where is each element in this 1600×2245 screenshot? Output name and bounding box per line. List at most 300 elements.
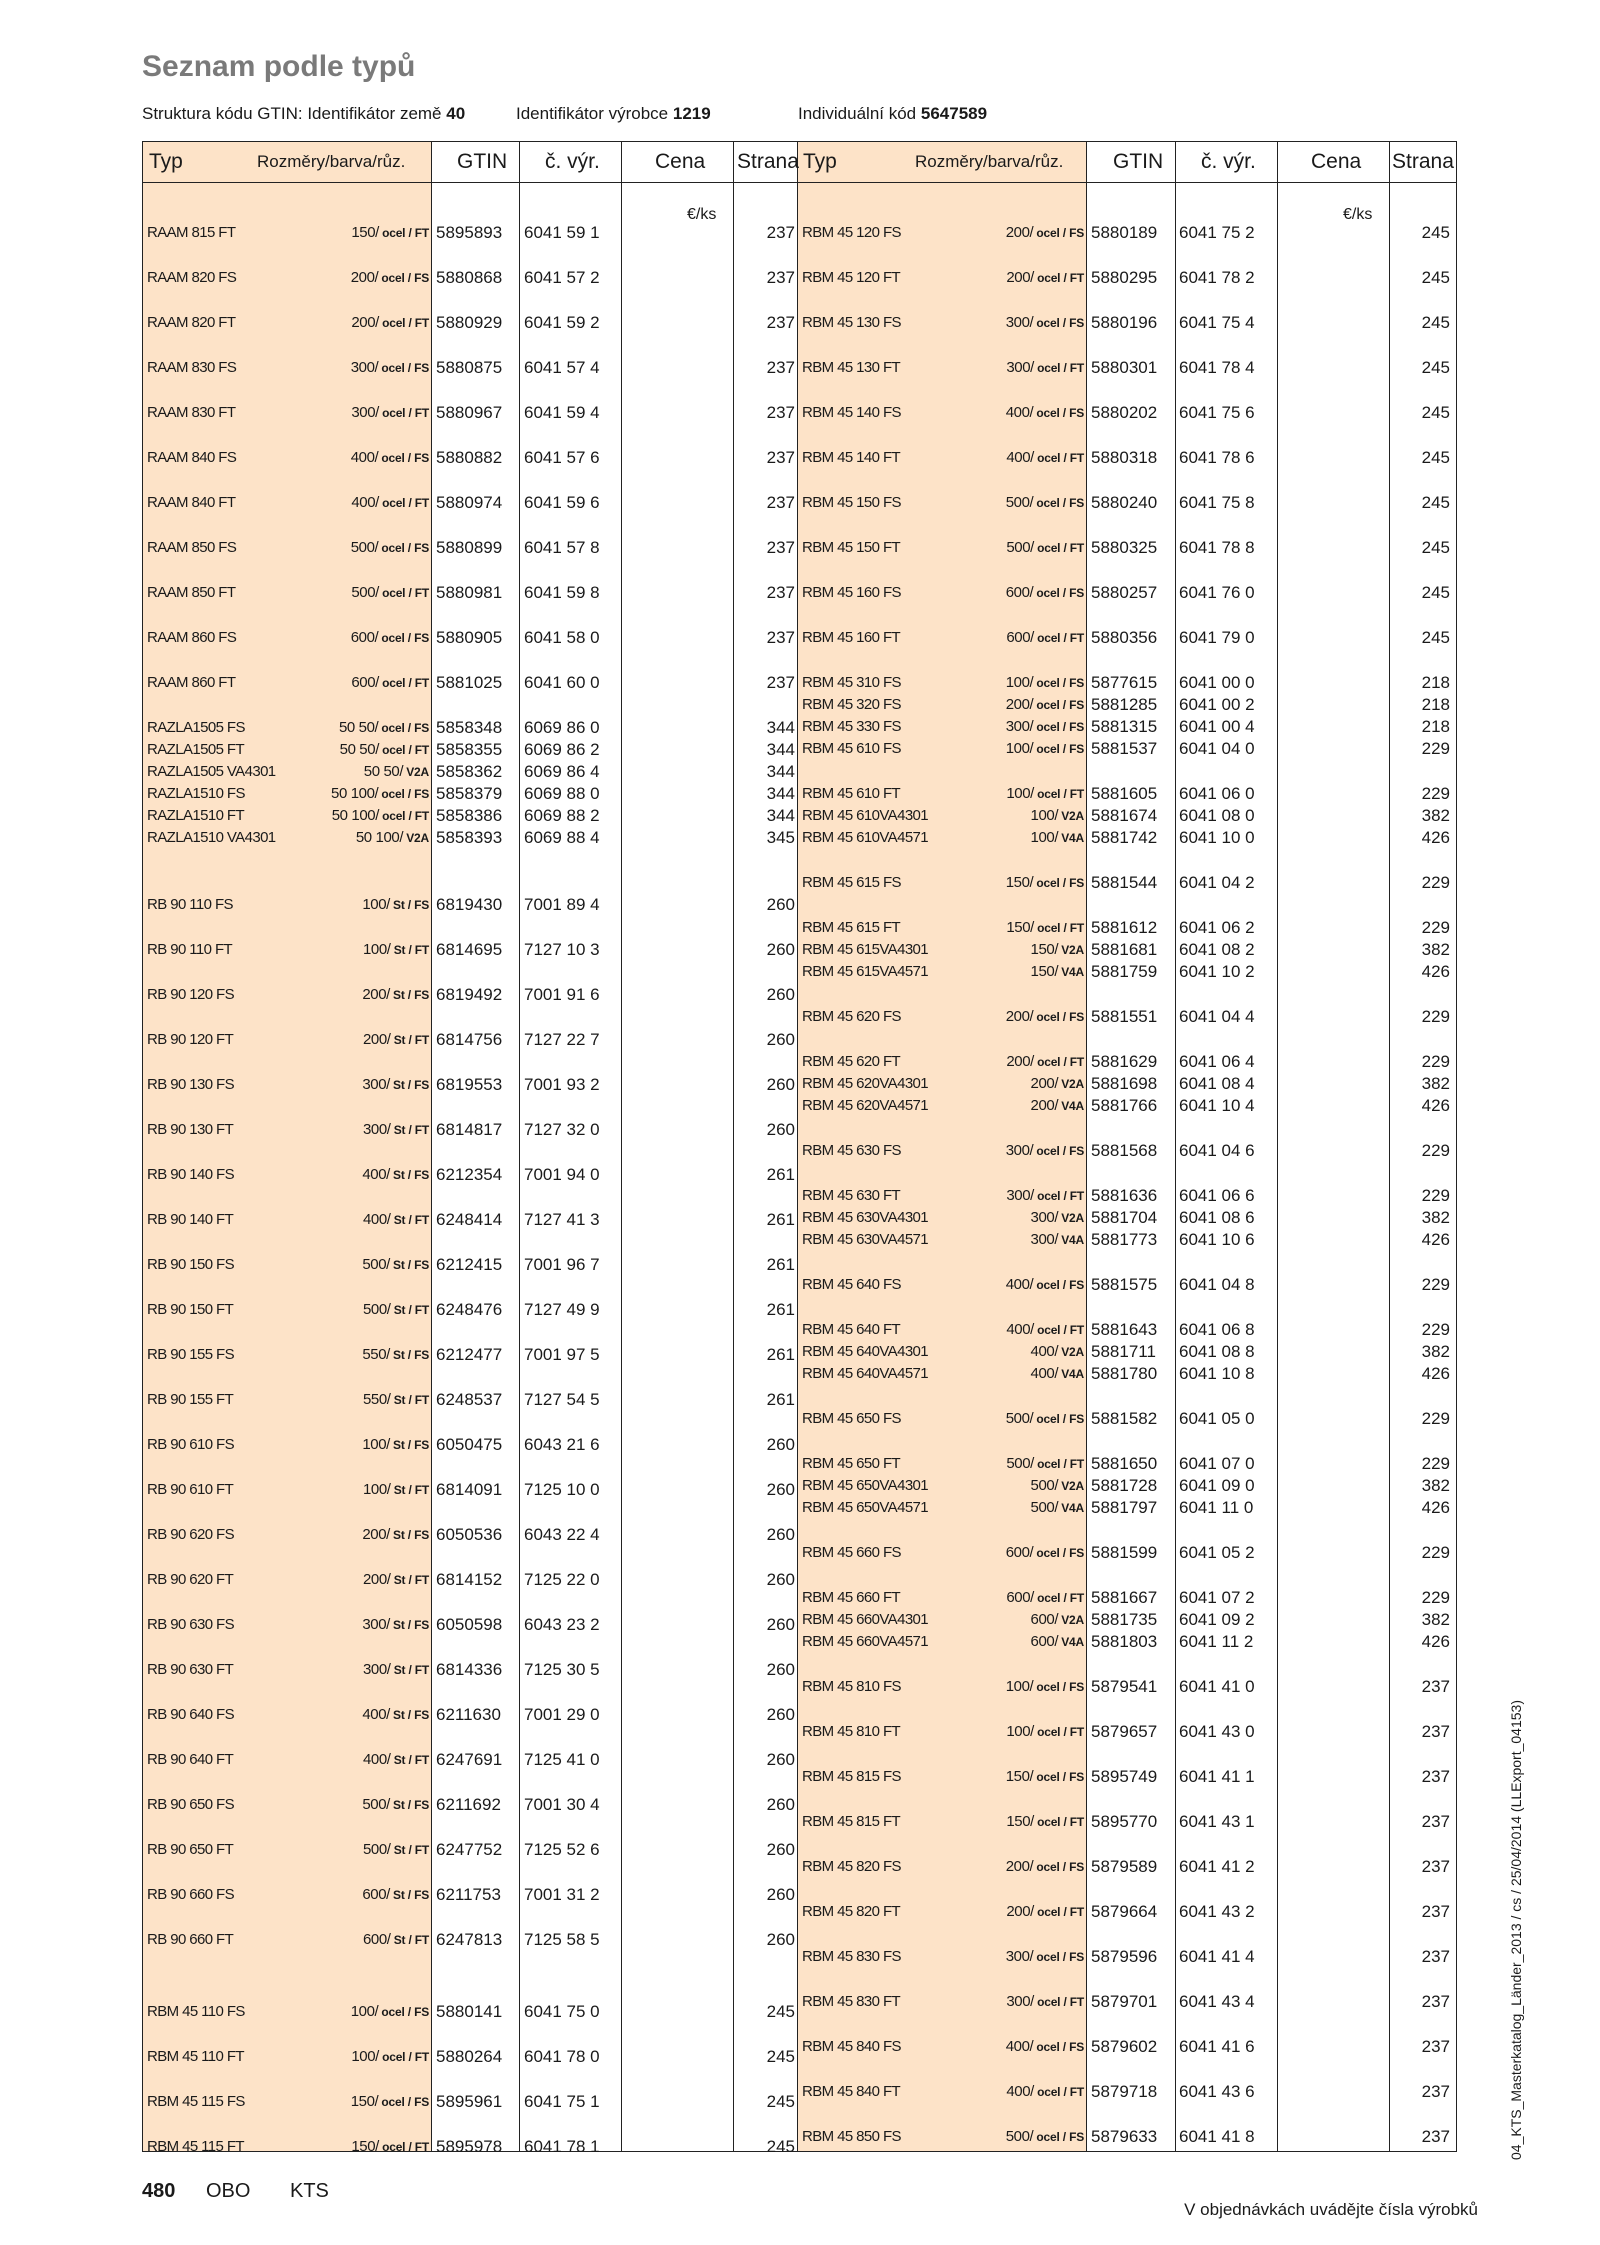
cell-typ: RBM 45 320 FS — [802, 696, 901, 713]
cell-typ: RBM 45 630 FS — [802, 1142, 901, 1159]
cell-gtin: 6819553 — [436, 1075, 503, 1094]
cell-material: ocel — [1033, 451, 1061, 465]
cell-material: ocel — [1033, 2130, 1060, 2144]
cell-cvyr: 7125 58 5 — [524, 1930, 600, 1949]
cell-material: ocel — [1033, 1412, 1060, 1426]
cell-typ: RAAM 860 FS — [147, 629, 237, 646]
cell-cvyr: 6041 00 0 — [1179, 673, 1255, 692]
dim-separator: / — [404, 361, 415, 375]
cell-cvyr: 7001 29 0 — [524, 1705, 600, 1724]
dim-separator: / — [1060, 1457, 1070, 1471]
cell-typ: RBM 45 310 FS — [802, 674, 901, 691]
cell-gtin: 5880882 — [436, 448, 503, 467]
cell-finish: FT — [1069, 1995, 1084, 2009]
cell-finish: FT — [1069, 271, 1084, 285]
cell-cvyr: 7127 41 3 — [524, 1210, 600, 1229]
cell-typ: RBM 45 610 FS — [802, 740, 901, 757]
table-row — [143, 312, 1456, 334]
cell-finish: FS — [1069, 1412, 1084, 1426]
manufacturer-code: 1219 — [672, 104, 711, 123]
cell-gtin: 6248414 — [436, 1210, 503, 1229]
dim-separator: / — [404, 1078, 415, 1092]
cell-cvyr: 7001 96 7 — [524, 1255, 600, 1274]
cell-typ: RBM 45 610 FT — [802, 785, 901, 802]
cell-finish: FS — [1069, 676, 1084, 690]
cell-material: ocel — [1033, 496, 1060, 510]
cell-dim: 600/ — [1006, 629, 1034, 646]
cell-typ: RB 90 660 FS — [147, 1886, 235, 1903]
cell-gtin: 5881698 — [1091, 1074, 1158, 1093]
cell-gtin: 6814695 — [436, 940, 503, 959]
cell-finish: FT — [1069, 2085, 1084, 2099]
cell-gtin: 5880257 — [1091, 583, 1158, 602]
cell-material: St — [390, 943, 406, 957]
cell-cvyr: 7127 49 9 — [524, 1300, 600, 1319]
cell-dims — [239, 1299, 429, 1321]
table-row — [143, 222, 1456, 244]
cell-str: 344 — [766, 806, 795, 825]
cell-dim: 500/ — [1005, 2128, 1034, 2145]
cell-material: V2A — [1058, 1613, 1084, 1627]
cell-str: 245 — [1421, 268, 1450, 287]
cell-material: ocel — [378, 406, 406, 420]
cell-material: St — [390, 1753, 406, 1767]
cell-dim: 300/ — [362, 1616, 390, 1633]
cell-gtin: 5880264 — [436, 2047, 503, 2066]
cell-material: ocel — [1033, 742, 1060, 756]
table-row — [143, 267, 1456, 289]
dim-separator: / — [404, 1168, 415, 1182]
dim-separator: / — [405, 496, 415, 510]
cell-dims — [894, 1609, 1084, 1631]
cell-gtin: 5879718 — [1091, 2082, 1158, 2101]
cell-gtin: 5881599 — [1091, 1543, 1158, 1562]
cell-dim: 150/ — [1006, 919, 1034, 936]
cell-material: St — [389, 1438, 405, 1452]
dim-separator: / — [404, 1618, 415, 1632]
cell-str: 237 — [766, 358, 795, 377]
cell-str: 260 — [766, 1705, 795, 1724]
cell-typ: RB 90 130 FT — [147, 1121, 234, 1138]
cell-gtin: 5879541 — [1091, 1677, 1158, 1696]
dim-separator: / — [405, 943, 415, 957]
cell-typ: RAAM 850 FT — [147, 584, 236, 601]
cell-cvyr: 7001 31 2 — [524, 1885, 600, 1904]
cell-dims — [894, 1006, 1084, 1028]
cell-gtin: 6814817 — [436, 1120, 503, 1139]
dim-separator: / — [404, 1438, 415, 1452]
dim-separator: / — [405, 1213, 415, 1227]
dim-separator: / — [405, 1933, 415, 1947]
table-row — [143, 1164, 1456, 1186]
cell-material: ocel — [1033, 361, 1061, 375]
cell-finish: FT — [414, 406, 429, 420]
dim-separator: / — [1059, 1546, 1070, 1560]
cell-dim: 500/ — [1005, 1410, 1034, 1427]
dim-separator: / — [405, 743, 415, 757]
cell-typ: RAZLA1510 FT — [147, 807, 245, 824]
cell-typ: RAAM 830 FS — [147, 359, 237, 376]
table-row — [143, 694, 1456, 716]
table-row — [143, 1453, 1456, 1475]
cell-str: 237 — [766, 538, 795, 557]
cell-dim: 600/ — [362, 1931, 391, 1948]
cell-cvyr: 6069 88 0 — [524, 784, 600, 803]
cell-dim: 300/ — [350, 359, 379, 376]
cell-dim: 400/ — [1006, 449, 1034, 466]
cell-gtin: 5877615 — [1091, 673, 1158, 692]
dim-separator: / — [405, 1303, 415, 1317]
cell-typ: RBM 45 115 FS — [147, 2093, 245, 2110]
dim-separator: / — [1060, 1815, 1070, 1829]
cell-dim: 100/ — [362, 941, 391, 958]
cell-typ: RAAM 850 FS — [147, 539, 237, 556]
cell-typ: RBM 45 110 FT — [147, 2048, 244, 2065]
cell-gtin: 5881704 — [1091, 1208, 1158, 1227]
header-cvyr-right: č. výr. — [1201, 150, 1256, 173]
cell-typ: RBM 45 615VA4571 — [802, 963, 929, 980]
cell-gtin: 5881650 — [1091, 1454, 1158, 1473]
cell-finish: FS — [1069, 316, 1084, 330]
cell-str: 426 — [1421, 1096, 1450, 1115]
cell-typ: RBM 45 640 FS — [802, 1276, 901, 1293]
cell-gtin: 5881773 — [1091, 1230, 1158, 1249]
cell-dim: 300/ — [1030, 1209, 1059, 1226]
cell-material: V4A — [1058, 1233, 1084, 1247]
cell-material: ocel — [378, 361, 405, 375]
cell-material: St — [390, 1663, 406, 1677]
cell-cvyr: 6069 86 2 — [524, 740, 600, 759]
cell-typ: RBM 45 650VA4571 — [802, 1499, 929, 1516]
cell-typ: RAAM 840 FT — [147, 494, 236, 511]
cell-material: ocel — [378, 586, 406, 600]
cell-dims — [894, 1095, 1084, 1117]
cell-cvyr: 6041 06 2 — [1179, 918, 1255, 937]
cell-dim: 100/ — [1006, 785, 1034, 802]
cell-material: ocel — [1033, 1546, 1060, 1560]
cell-str: 237 — [766, 448, 795, 467]
cell-material: ocel — [378, 316, 406, 330]
cell-str: 245 — [766, 2047, 795, 2066]
cell-typ: RB 90 120 FT — [147, 1031, 234, 1048]
cell-material: St — [390, 1573, 406, 1587]
cell-dim: 300/ — [351, 404, 379, 421]
cell-gtin: 5895749 — [1091, 1767, 1158, 1786]
cell-gtin: 6211630 — [436, 1705, 501, 1724]
cell-str: 260 — [766, 1795, 795, 1814]
cell-finish: FS — [1069, 586, 1084, 600]
cell-dim: 600/ — [1005, 584, 1034, 601]
table-row — [143, 1299, 1456, 1321]
cell-dims — [894, 805, 1084, 827]
cell-gtin: 5879657 — [1091, 1722, 1158, 1741]
cell-dims — [894, 582, 1084, 604]
cell-dim: 600/ — [362, 1886, 390, 1903]
cell-typ: RAZLA1510 FS — [147, 785, 245, 802]
cell-cvyr: 6041 08 2 — [1179, 940, 1255, 959]
cell-dim: 200/ — [362, 986, 390, 1003]
cell-finish: FT — [414, 1033, 429, 1047]
table-row — [143, 627, 1456, 649]
dim-separator: / — [1060, 541, 1070, 555]
cell-gtin: 5879664 — [1091, 1902, 1158, 1921]
cell-typ: RBM 45 615VA4301 — [802, 941, 929, 958]
cell-finish: FS — [1069, 876, 1084, 890]
cell-cvyr: 6041 41 1 — [1179, 1767, 1255, 1786]
cell-typ: RAZLA1505 FT — [147, 741, 245, 758]
cell-material: ocel — [378, 676, 406, 690]
cell-cvyr: 6069 88 4 — [524, 828, 600, 847]
cell-cvyr: 6041 06 8 — [1179, 1320, 1255, 1339]
cell-typ: RAZLA1505 VA4301 — [147, 763, 276, 780]
cell-cvyr: 6041 43 2 — [1179, 1902, 1255, 1921]
cell-str: 237 — [1421, 1947, 1450, 1966]
cell-str: 237 — [766, 268, 795, 287]
dim-separator: / — [1059, 226, 1070, 240]
cell-material: ocel — [378, 2095, 405, 2109]
dim-separator: / — [405, 2050, 415, 2064]
currency-left: €/ks — [687, 206, 717, 223]
cell-dims — [894, 1587, 1084, 1609]
cell-finish: FT — [414, 496, 429, 510]
cell-dim: 50 100/ — [331, 807, 379, 824]
brand-name: OBO — [206, 2180, 251, 2202]
cell-str: 245 — [1421, 358, 1450, 377]
cell-typ: RBM 45 650VA4301 — [802, 1477, 929, 1494]
cell-str: 237 — [1421, 2127, 1450, 2146]
header-dims-right: Rozměry/barva/růz. — [915, 152, 1064, 171]
cell-cvyr: 6041 10 2 — [1179, 962, 1255, 981]
cell-dims — [894, 222, 1084, 244]
cell-cvyr: 6041 04 0 — [1179, 739, 1255, 758]
cell-str: 245 — [766, 2002, 795, 2021]
cell-str: 245 — [1421, 493, 1450, 512]
cell-str: 245 — [1421, 403, 1450, 422]
table-row — [143, 492, 1456, 514]
cell-finish: FS — [414, 361, 429, 375]
cell-cvyr: 6041 75 4 — [1179, 313, 1255, 332]
cell-material: ocel — [1033, 1680, 1060, 1694]
cell-typ: RBM 45 620VA4571 — [802, 1097, 929, 1114]
table-row — [143, 1029, 1456, 1051]
cell-typ: RAAM 820 FT — [147, 314, 236, 331]
cell-dim: 300/ — [1030, 1231, 1059, 1248]
cell-str: 260 — [766, 1120, 795, 1139]
cell-dims — [239, 1164, 429, 1186]
cell-str: 237 — [766, 493, 795, 512]
cell-cvyr: 6041 10 4 — [1179, 1096, 1255, 1115]
cell-typ: RBM 45 830 FS — [802, 1948, 901, 1965]
cell-material: ocel — [1033, 2040, 1060, 2054]
cell-str: 260 — [766, 895, 795, 914]
dim-separator: / — [404, 2005, 415, 2019]
cell-material: St — [389, 1528, 405, 1542]
cell-dims — [894, 1676, 1084, 1698]
cell-finish: FS — [1069, 1860, 1084, 1874]
cell-material: ocel — [1033, 1189, 1061, 1203]
cell-dim: 300/ — [1006, 1993, 1034, 2010]
cell-dim: 300/ — [1005, 314, 1034, 331]
cell-cvyr: 6041 08 8 — [1179, 1342, 1255, 1361]
dim-separator: / — [1059, 1144, 1070, 1158]
cell-typ: RAAM 830 FT — [147, 404, 236, 421]
cell-str: 260 — [766, 940, 795, 959]
cell-dims — [894, 716, 1084, 738]
cell-finish: FS — [1069, 406, 1084, 420]
cell-cvyr: 6041 05 2 — [1179, 1543, 1255, 1562]
cell-finish: FT — [414, 316, 429, 330]
cell-dim: 400/ — [362, 1751, 391, 1768]
cell-typ: RBM 45 615 FS — [802, 874, 901, 891]
manufacturer-info — [516, 104, 711, 124]
cell-typ: RBM 45 820 FS — [802, 1858, 901, 1875]
cell-str: 426 — [1421, 828, 1450, 847]
cell-finish: FT — [414, 1753, 429, 1767]
dim-separator: / — [405, 1123, 415, 1137]
cell-str: 261 — [766, 1390, 795, 1409]
cell-cvyr: 7125 10 0 — [524, 1480, 600, 1499]
cell-gtin: 5881285 — [1091, 695, 1158, 714]
cell-cvyr: 6041 11 2 — [1179, 1632, 1254, 1651]
cell-dim: 200/ — [1005, 1858, 1034, 1875]
cell-finish: FT — [414, 1843, 429, 1857]
cell-gtin: 6050598 — [436, 1615, 503, 1634]
cell-cvyr: 6041 08 6 — [1179, 1208, 1255, 1227]
cell-finish: FS — [414, 1348, 429, 1362]
cell-gtin: 5879633 — [1091, 2127, 1158, 2146]
dim-separator: / — [1059, 586, 1070, 600]
cell-cvyr: 7127 32 0 — [524, 1120, 600, 1139]
dim-separator: / — [405, 316, 415, 330]
cell-cvyr: 7001 93 2 — [524, 1075, 600, 1094]
dim-separator: / — [1059, 2040, 1070, 2054]
cell-typ: RBM 45 640VA4301 — [802, 1343, 929, 1360]
cell-cvyr: 6043 22 4 — [524, 1525, 600, 1544]
cell-material: St — [390, 1393, 406, 1407]
cell-finish: FT — [414, 226, 429, 240]
dim-separator: / — [404, 721, 415, 735]
cell-material: ocel — [1033, 876, 1060, 890]
cell-dim: 200/ — [1005, 224, 1034, 241]
cell-typ: RBM 45 130 FT — [802, 359, 901, 376]
cell-typ: RBM 45 110 FS — [147, 2003, 245, 2020]
cell-str: 260 — [766, 1885, 795, 1904]
cell-cvyr: 6043 21 6 — [524, 1435, 600, 1454]
cell-material: V2A — [1058, 1479, 1084, 1493]
dim-separator: / — [405, 1753, 415, 1767]
cell-cvyr: 6041 59 2 — [524, 313, 600, 332]
table-row — [143, 961, 1456, 983]
table-row — [143, 827, 1456, 849]
header-cena-right: Cena — [1311, 150, 1362, 173]
cell-typ: RBM 45 810 FT — [802, 1723, 901, 1740]
cell-str: 229 — [1421, 1409, 1450, 1428]
cell-dim: 300/ — [1005, 1142, 1034, 1159]
cell-dims — [894, 1811, 1084, 1833]
cell-typ: RB 90 155 FS — [147, 1346, 235, 1363]
cell-typ: RB 90 110 FT — [147, 941, 233, 958]
cell-str: 237 — [1421, 1992, 1450, 2011]
cell-cvyr: 6041 07 2 — [1179, 1588, 1255, 1607]
table-row — [143, 1006, 1456, 1028]
cell-typ: RBM 45 850 FS — [802, 2128, 901, 2145]
cell-typ: RBM 45 610VA4571 — [802, 829, 929, 846]
cell-material: ocel — [1033, 1815, 1061, 1829]
cell-dims — [894, 1766, 1084, 1788]
table-row — [143, 357, 1456, 379]
cell-typ: RBM 45 130 FS — [802, 314, 901, 331]
cell-str: 260 — [766, 1840, 795, 1859]
cell-str: 344 — [766, 784, 795, 803]
cell-dim: 400/ — [1030, 1365, 1059, 1382]
cell-gtin: 5881544 — [1091, 873, 1158, 892]
table-row — [143, 1319, 1456, 1341]
cell-typ: RBM 45 150 FT — [802, 539, 901, 556]
cell-typ: RBM 45 120 FS — [802, 224, 901, 241]
cell-finish: FT — [414, 1483, 429, 1497]
cell-dim: 100/ — [1006, 1723, 1034, 1740]
cell-dim: 400/ — [362, 1211, 391, 1228]
table-row — [143, 2081, 1456, 2103]
cell-finish: FS — [414, 1078, 429, 1092]
cell-material: ocel — [378, 451, 405, 465]
cell-str: 426 — [1421, 1632, 1450, 1651]
cell-typ: RBM 45 820 FT — [802, 1903, 901, 1920]
cell-finish: FT — [414, 1123, 429, 1137]
cell-dims — [894, 1542, 1084, 1564]
cell-material: ocel — [1033, 1725, 1061, 1739]
cell-material: St — [389, 988, 405, 1002]
cell-str: 261 — [766, 1300, 795, 1319]
cell-str: 237 — [1421, 1722, 1450, 1741]
cell-dim: 500/ — [1006, 1455, 1034, 1472]
dim-separator: / — [404, 1798, 415, 1812]
cell-str: 218 — [1421, 695, 1450, 714]
cell-dim: 100/ — [1030, 829, 1059, 846]
cell-finish: FT — [1069, 1591, 1084, 1605]
cell-finish: FT — [1069, 1905, 1084, 1919]
cell-typ: RB 90 620 FT — [147, 1571, 234, 1588]
cell-gtin: 5858355 — [436, 740, 503, 759]
cell-str: 261 — [766, 1345, 795, 1364]
cell-dim: 400/ — [351, 494, 379, 511]
cell-gtin: 6819492 — [436, 985, 503, 1004]
cell-str: 426 — [1421, 1230, 1450, 1249]
cell-gtin: 6050475 — [436, 1435, 503, 1454]
cell-finish: FT — [414, 1573, 429, 1587]
cell-typ: RBM 45 160 FT — [802, 629, 901, 646]
cell-str: 229 — [1421, 1588, 1450, 1607]
cell-dims — [239, 761, 429, 783]
cell-dim: 300/ — [362, 1076, 390, 1093]
cell-cvyr: 6041 59 8 — [524, 583, 600, 602]
cell-str: 260 — [766, 1660, 795, 1679]
cell-cvyr: 6041 10 6 — [1179, 1230, 1255, 1249]
cell-finish: FS — [1069, 1010, 1084, 1024]
dim-separator: / — [1060, 361, 1070, 375]
header-dims-left: Rozměry/barva/růz. — [257, 152, 406, 171]
table-row — [143, 1609, 1456, 1631]
cell-cvyr: 6041 76 0 — [1179, 583, 1255, 602]
cell-cvyr: 6041 00 4 — [1179, 717, 1255, 736]
cell-finish: FS — [1069, 698, 1084, 712]
cell-material: ocel — [378, 631, 405, 645]
cell-dim: 50 50/ — [363, 763, 404, 780]
cell-material: ocel — [378, 743, 406, 757]
cell-cvyr: 6041 41 6 — [1179, 2037, 1255, 2056]
cell-gtin: 5881629 — [1091, 1052, 1158, 1071]
cell-material: St — [390, 1123, 406, 1137]
